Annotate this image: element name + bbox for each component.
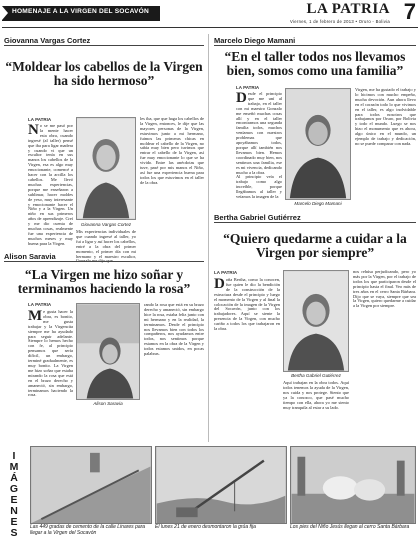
name-underline xyxy=(4,45,204,46)
story-headline: “Quiero quedarme a cuidar a la Virgen por siempre” xyxy=(223,231,407,260)
story-person-name: Giovanna Vargas Cortez xyxy=(4,36,91,45)
story-column: No se me pasó por la mente hacer esta obra, cuando ingresé (al taller) pensé que iba para ligar madera y cuando vi que un escultor tenía en sus manos los cabellos de la Virgen, esa es algo muy emocionante, comencé a hacer con la arcilla los cabellos. Me llevó muchas experiencias, porque me enseñaron a sublimar, hacer moldes de yeso, muy interesante y emocionante hacer el Niño y a la Virgen. Un niño en sus primeros años de aprendizaje. Creí y me dio cuenta de muchas cosas, realmente fue una experiencia de muchos meses y muy buena para la Virgen. xyxy=(28,124,73,246)
feet-illustration xyxy=(291,447,415,523)
story-source-tag: LA PATRIA xyxy=(236,85,260,90)
header-rule xyxy=(2,27,418,28)
banner-arrow-icon xyxy=(2,6,8,20)
photo-caption: Las 449 gradas de cemento de la calle Linares para llegar a la Virgen del Socavón xyxy=(30,524,146,536)
drop-cap: D xyxy=(236,92,247,106)
column-separator xyxy=(208,34,209,264)
photo-caption: Bertha Gabriel Gutiérrez xyxy=(291,373,341,378)
section-title: HOMENAJE A LA VIRGEN DEL SOCAVÓN xyxy=(12,8,149,15)
story-person-name: Marcelo Diego Mamani xyxy=(214,36,296,45)
story-person-name: Bertha Gabriel Gutiérrez xyxy=(214,213,301,222)
page-number: 7 xyxy=(403,0,416,24)
drop-cap: M xyxy=(28,310,43,324)
story-column: nos rehúsa perjudicando, pero yo más por la Virgen, por el trabajo de todos los que participaron desde el principio hasta el final. Veo más de tres años en el cerro Santa Bárbara. Dijo que se vaya, siempre que sea la Virgen, quiero quedarme a cuidar a la Virgen por siempre. xyxy=(353,270,416,309)
story-column: rando la rosa que está en su brazo derecho y amaneció, sin embargo hice la rosa, estaba feliz junto con mi hermano y en la realidad, la terminamos. Desde el principio nos llevamos bien con todos los compañeros, nos ayudamos entre todos, nos sentimos porque estamos en la obra de la Virgen y todos estamos unidos, en pocas palabras. xyxy=(144,303,204,357)
story-headline: “Moldear los cabellos de la Virgen ha sido hermoso” xyxy=(5,59,203,88)
story-column: Virgen, me ha gustado el trabajo y lo hicimos con mucho empeño, mucha devoción. Aun ahora llevo en el corazón todo lo que vivimos en el taller, es algo inolvidable para todos nosotros que trabajamos por Oruro, por Bolivia y todo el mundo. Luego se nos hizo el monumento que es ahora, algo único en el mundo, un ejemplo de trabajo y dedicación, no se puede comparar con nada. xyxy=(355,88,416,146)
story-source-tag: LA PATRIA xyxy=(28,117,52,122)
story-column: Aquí trabajan en la obra todos. Aquí todos tenemos la ayuda de la Virgen, nos cuida y nos protege. Siento que ya la conozco, que pasé mucho tiempo con ella, ahora yo me siento muy tranquila al estar a su lado. xyxy=(283,381,349,410)
story-headline: “En el taller todos nos llevamos bien, somos como una familia” xyxy=(224,49,406,78)
edition-date: Viernes, 1 de febrero de 2013 • Oruro - Bolivia xyxy=(290,19,390,24)
portrait-photo xyxy=(76,117,136,220)
story-column: Me gusta hacer la obra, es bonito, me gusta trabajar y la Virgencita siempre me ha ayudado para seguir adelante. Siempre lo hemos hecho con fe, al principio pensamos que sería difícil, un embargo, terminé gradualmente, es muy bonito. La Virgen me hizo soñar que estaba mirando la rosa que está en el brazo derecho y amaneció, sin embargo, terminamos haciendo la rosa. xyxy=(28,310,73,398)
drop-cap: N xyxy=(28,124,39,138)
name-underline xyxy=(214,45,416,46)
portrait-illustration xyxy=(77,118,135,219)
crane-illustration xyxy=(156,447,286,523)
stairs-illustration xyxy=(31,447,151,523)
photo-caption: Alison Saravia xyxy=(93,401,123,406)
stairs-photo xyxy=(30,446,152,524)
drop-cap: D xyxy=(214,278,225,292)
portrait-illustration xyxy=(77,304,139,399)
feet-photo xyxy=(290,446,416,524)
section-banner xyxy=(2,6,160,21)
portrait-photo xyxy=(285,88,351,200)
story-column: Desde el principio que me uní al trabajo, en el taller con mi maestro Gonzalo me enseñó muchas cosas allí y en el taller encontramos una segunda familia todos, muchos veníamos con nuestros problemas que apoyábamos todos, porque allí también nos llevamos bien. Hemos coordinado muy bien, nos sentimos una familia, ese es mi vivencia, dedicando mucho a la obra. xyxy=(236,92,282,174)
column-separator xyxy=(208,250,209,442)
story-column: Al principio veía el trabajo como algo increíble, porque llegábamos al taller y veíamos la imagen de la xyxy=(236,175,282,199)
portrait-photo xyxy=(283,270,349,372)
page-header xyxy=(0,0,420,30)
crane-photo xyxy=(155,446,287,524)
story-column: Doña Bertha, como la conocen, fue quien le dio la bendición de la construcción de la estructura desde el principio y luego el momento de la Virgen y al final la colocación de la imagen de la Virgen del Socavón, junto con los trabajadores. Aquí se siente la presencia de la Virgen, con mucho cariño a todos los que trabajaron en la obra. xyxy=(214,278,280,332)
masthead: LA PATRIA xyxy=(306,1,390,17)
portrait-photo xyxy=(76,303,140,400)
portrait-illustration xyxy=(284,271,348,371)
story-column: les iba, que que haga los cabellos de la Virgen, entonces, le dije que las mayores personas de la Virgen, estuvimos junto a mi hermano, fuimos las primeras chicas en moldear el cabello de la Virgen, no sabía muy bien pero tuvimos que entrar el cabello de la Virgen, así fue muy emocionante lo que se ha vivido. Entre las anécdotas que tuve, pasé por mis manos el Niño, así fue una experiencia buena para todos los que estuvimos en el taller de la obra. xyxy=(140,117,204,185)
photo-caption: El lunes 21 de enero desmontaron la grúa fija xyxy=(155,524,256,530)
story-source-tag: LA PATRIA xyxy=(214,270,238,275)
photo-caption: Giovanna Vargas Cortez xyxy=(80,222,132,227)
story-person-name: Alison Saravia xyxy=(4,252,56,261)
story-column: Mis experiencias individuales de que cuando ingresé al taller, yo fui a ligar y así hacer los cabellos, entré a la obra del primer momento, el primer día con mi hermano y el maestro escultor, xyxy=(76,230,136,259)
masthead-block xyxy=(290,2,390,24)
name-underline xyxy=(214,222,416,223)
imagenes-label: I M Á G E N E S xyxy=(9,450,19,539)
photo-caption: Marcelo Diego Mamani xyxy=(294,201,342,206)
photo-caption: Los pies del Niño Jesús llegan al cerro Santa Bárbara xyxy=(290,524,410,530)
story-headline: “La Virgen me hizo soñar y terminamos haciendo la rosa” xyxy=(17,267,191,296)
portrait-illustration xyxy=(286,89,350,199)
story-source-tag: LA PATRIA xyxy=(28,302,52,307)
name-underline xyxy=(4,261,204,262)
